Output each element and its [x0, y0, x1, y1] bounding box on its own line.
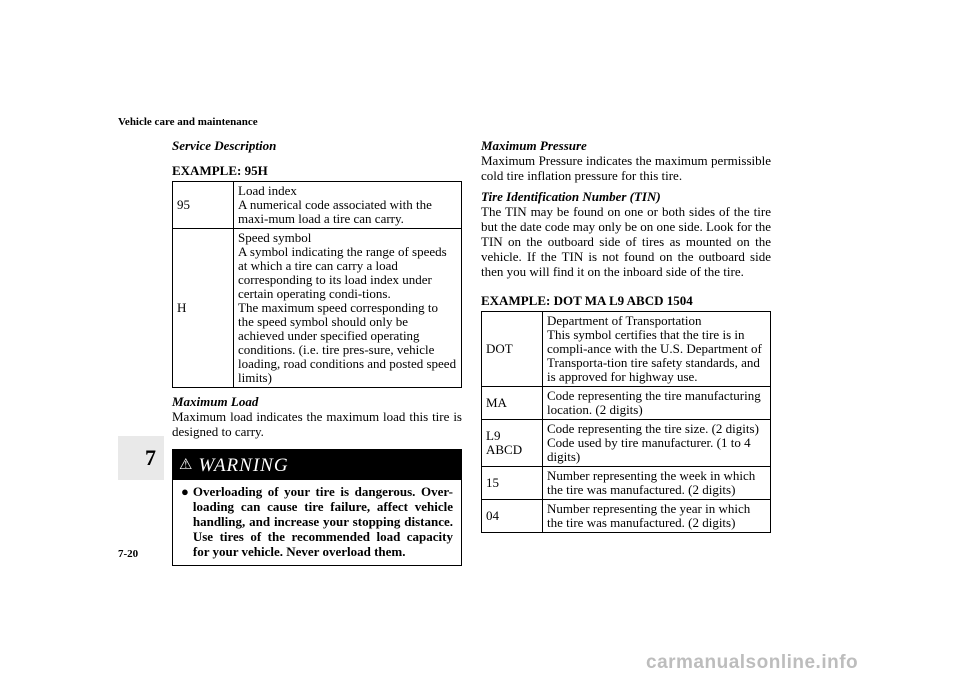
dot-table-description [543, 467, 771, 500]
warning-text: Overloading of your tire is dangerous. Over-loading can cause tire failure, affect vehicle handling, and increase your stopping distance. Use tires of the recommended load capacity for your vehicle. Never overload them. [192, 484, 453, 559]
dot-table-key: L9 ABCD [482, 420, 543, 467]
dot-table-description [543, 312, 771, 387]
service-table-description [234, 182, 462, 229]
chapter-tab: 7 [118, 436, 164, 480]
service-table-row [173, 229, 462, 388]
dot-table-description [543, 500, 771, 533]
dot-table-description-line: Code used by tire manufacturer. (1 to 4 digits) [547, 435, 751, 464]
dot-table-description-line: Code representing the tire size. (2 digits) [547, 421, 759, 436]
dot-table-description-line: Department of Transportation [547, 313, 702, 328]
service-table-description-line: Load index [238, 183, 297, 198]
dot-table-key: 15 [482, 467, 543, 500]
maximum-pressure-text: Maximum Pressure indicates the maximum permissible cold tire inflation pressure for this tire. [481, 153, 771, 183]
dot-example-label: EXAMPLE: DOT MA L9 ABCD 1504 [481, 293, 693, 308]
dot-table-description-line: Code representing the tire manufacturing location. (2 digits) [547, 388, 761, 417]
bullet-icon: ● [181, 484, 189, 499]
service-example-label: EXAMPLE: 95H [172, 163, 268, 178]
service-table-description-line: A numerical code associated with the maxi-mum load a tire can carry. [238, 197, 432, 226]
warning-header [173, 450, 461, 480]
dot-table-key: 04 [482, 500, 543, 533]
service-description-heading: Service Description [172, 138, 277, 153]
page-number: 7-20 [118, 548, 139, 560]
dot-table-description-line: This symbol certifies that the tire is in compli-ance with the U.S. Department of Transporta-tion tire safety standards, and is approved for highway use. [547, 327, 762, 384]
service-table-row [173, 182, 462, 229]
left-column [172, 138, 462, 566]
service-table-description-line: The maximum speed corresponding to the speed symbol should only be achieved under specified operating conditions. (i.e. tire pres-sure, vehicle loading, road conditions and posted speed limits) [238, 300, 457, 385]
dot-table-description [543, 387, 771, 420]
dot-table-row [482, 500, 771, 533]
service-table-description-line: A symbol indicating the range of speeds at which a tire can carry a load corresponding to its load index under certain operating condi-tions. [238, 244, 447, 301]
dot-table-key: MA [482, 387, 543, 420]
warning-title: WARNING [198, 454, 289, 476]
maximum-load-text: Maximum load indicates the maximum load this tire is designed to carry. [172, 409, 462, 439]
tin-heading: Tire Identification Number (TIN) [481, 189, 661, 204]
service-description-table [172, 181, 462, 388]
dot-table-description-line: Number representing the week in which the tire was manufactured. (2 digits) [547, 468, 756, 497]
dot-table-row [482, 467, 771, 500]
warning-body [173, 480, 461, 565]
dot-table-row [482, 312, 771, 387]
dot-table-key: DOT [482, 312, 543, 387]
warning-triangle-icon: ⚠ [179, 456, 193, 473]
dot-table-row [482, 387, 771, 420]
dot-table-row [482, 420, 771, 467]
maximum-pressure-heading: Maximum Pressure [481, 138, 587, 153]
dot-table-description-line: Number representing the year in which the tire was manufactured. (2 digits) [547, 501, 751, 530]
dot-code-table [481, 311, 771, 533]
warning-box [172, 449, 462, 566]
service-table-description-line: Speed symbol [238, 230, 312, 245]
maximum-load-heading: Maximum Load [172, 394, 259, 409]
right-column [481, 138, 771, 533]
section-header: Vehicle care and maintenance [118, 116, 258, 128]
dot-table-description [543, 420, 771, 467]
service-table-key: H [173, 229, 234, 388]
watermark: carmanualsonline.info [646, 652, 859, 673]
service-table-description [234, 229, 462, 388]
tin-text: The TIN may be found on one or both sides of the tire but the date code may only be on one side. Look for the TIN on the outboard side of tires as mounted on the vehicle. If the TIN is not found on the outboard side then you will find it on the inboard side of the tire. [481, 204, 771, 279]
service-table-key: 95 [173, 182, 234, 229]
